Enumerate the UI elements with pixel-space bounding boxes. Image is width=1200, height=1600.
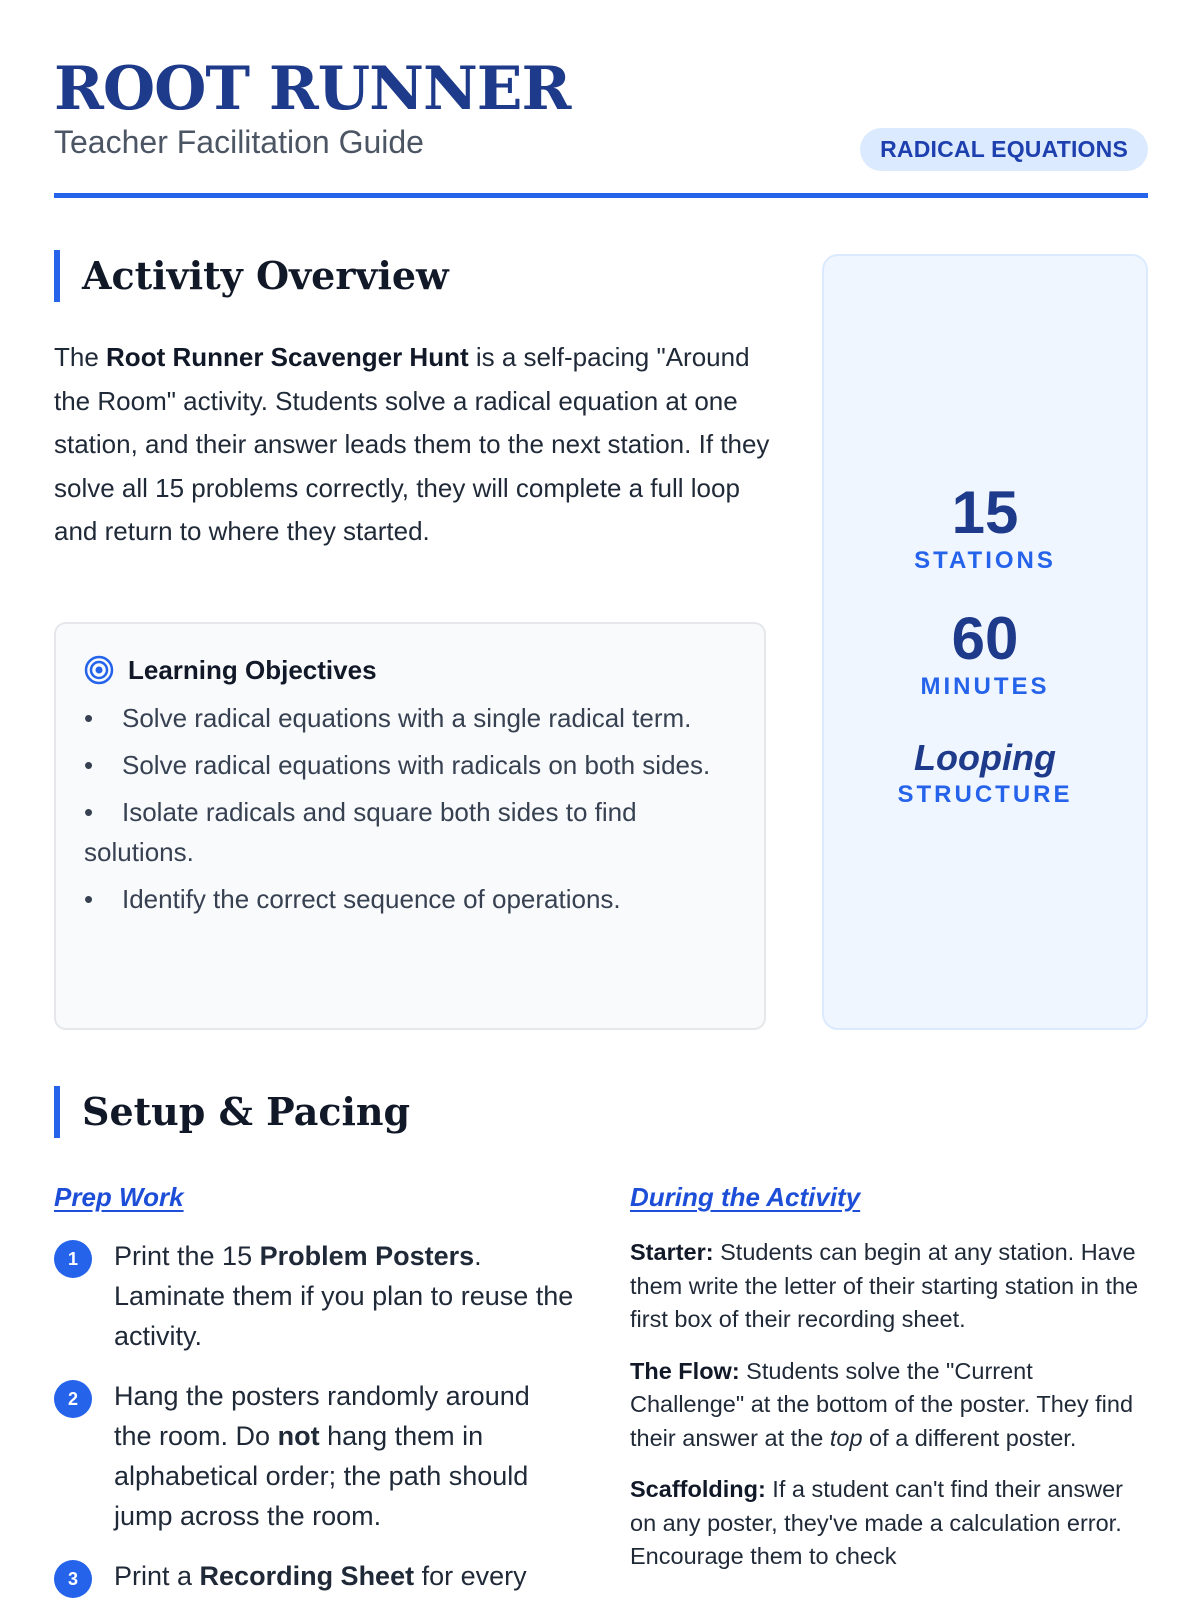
list-item: • Isolate radicals and square both sides to find solutions. (84, 797, 637, 867)
overview-paragraph (54, 336, 770, 554)
list-item: • Solve radical equations with a single radical term. (84, 703, 692, 733)
stat-structure (824, 736, 1146, 810)
setup-heading: Setup & Pacing (54, 1086, 410, 1138)
intro-post: is a self-pacing "Around the Room" activity. Students solve a radical equation at one station, and their answer leads them to the next station. If they solve all 15 problems correctly, they will complete a full loop and return to where they started. (54, 342, 770, 546)
stat-label: STRUCTURE (897, 781, 1073, 808)
step-number: 1 (54, 1240, 92, 1278)
stats-panel (822, 254, 1148, 1030)
stat-label: STATIONS (914, 547, 1056, 574)
stat-value: Looping (914, 737, 1056, 778)
flow-note: The Flow: Students solve the "Current Challenge" at the bottom of the poster. They find their answer at the top of a different poster. (630, 1357, 1134, 1451)
starter-note: Starter: Students can begin at any station. Have them write the letter of their starting station in the first box of their recording sheet. (630, 1239, 1139, 1332)
step-number: 2 (54, 1380, 92, 1418)
target-icon (84, 655, 114, 685)
learning-objectives-box (54, 622, 766, 1030)
intro-bold: Root Runner Scavenger Hunt (106, 342, 469, 372)
scaffolding-note: Scaffolding: If a student can't find their answer on any poster, they've made a calculation error. Encourage them to check (630, 1476, 1123, 1569)
stat-minutes (824, 606, 1146, 702)
stat-label: MINUTES (920, 673, 1050, 700)
prep-steps (54, 1236, 574, 1600)
header-divider (54, 193, 1148, 198)
objectives-title: Learning Objectives (128, 654, 377, 685)
list-item: • Solve radical equations with radicals on both sides. (84, 750, 711, 780)
objectives-list (84, 698, 736, 919)
intro-pre: The (54, 342, 107, 372)
step-number: 3 (54, 1560, 92, 1598)
page-header (54, 56, 1148, 162)
prep-work-heading: Prep Work (54, 1182, 184, 1212)
list-item: • Identify the correct sequence of operations. (84, 884, 621, 914)
overview-heading: Activity Overview (54, 250, 449, 302)
during-activity-heading: During the Activity (630, 1182, 861, 1212)
prep-step: 1 Print the 15 Problem Posters. Laminate them if you plan to reuse the activity. (54, 1236, 574, 1356)
prep-step: 2 Hang the posters randomly around the room. Do not hang them in alphabetical order; the path should jump across the room. (54, 1376, 574, 1536)
stat-value: 15 (951, 479, 1019, 546)
page-title: ROOT RUNNER (54, 54, 571, 124)
objectives-header (84, 650, 736, 690)
during-activity-notes (630, 1236, 1150, 1592)
prep-step: 3 Print a Recording Sheet for every (54, 1556, 574, 1596)
page-subtitle: Teacher Facilitation Guide (54, 124, 424, 160)
stat-value: 60 (951, 605, 1019, 672)
topic-badge: RADICAL EQUATIONS (860, 128, 1148, 171)
stat-stations (824, 480, 1146, 576)
